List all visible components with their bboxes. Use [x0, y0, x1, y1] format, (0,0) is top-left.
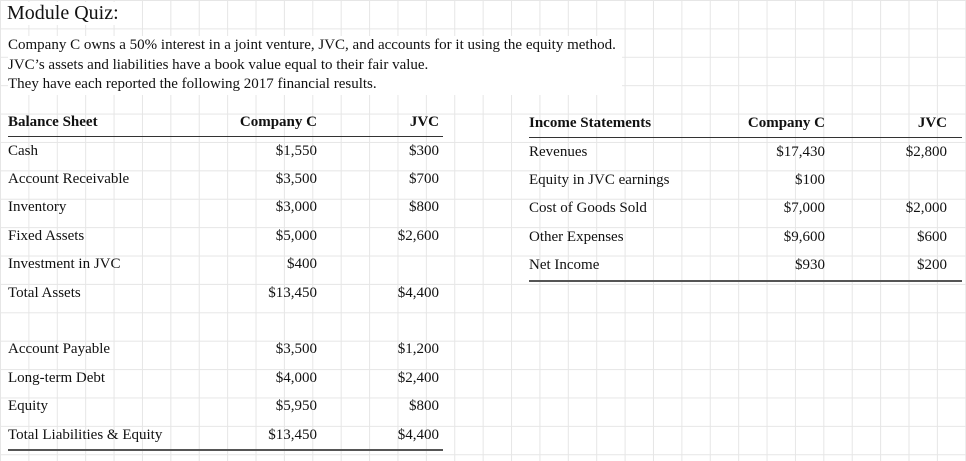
row-label: Net Income — [529, 252, 727, 281]
jvc-value: $4,400 — [397, 284, 439, 301]
column-header: JVC — [317, 109, 443, 137]
balance-sheet-table — [8, 109, 443, 451]
company-c-value: $17,430 — [776, 143, 825, 160]
jvc-value — [825, 166, 962, 194]
income-statements-table — [529, 110, 962, 282]
problem-statement — [8, 36, 622, 95]
jvc-value: $2,400 — [397, 369, 439, 386]
jvc-value: $4,400 — [317, 421, 443, 450]
jvc-value — [317, 251, 443, 279]
table-header-row — [529, 110, 962, 138]
jvc-value: $800 — [409, 398, 439, 415]
quiz-title: Module Quiz: — [7, 2, 123, 25]
company-c-value: $3,500 — [275, 171, 317, 188]
net-income-row — [529, 252, 962, 281]
total-liabilities-equity-row — [8, 421, 443, 450]
column-header: Company C — [220, 109, 317, 137]
jvc-value: $300 — [409, 142, 439, 159]
row-label: Equity — [8, 398, 48, 415]
intro-line: They have each reported the following 2017 financial results. — [8, 76, 377, 92]
row-label: Investment in JVC — [8, 256, 121, 273]
table-header-row — [8, 109, 443, 137]
table-row — [8, 364, 443, 392]
company-c-value: $9,600 — [783, 228, 825, 245]
table-row — [8, 194, 443, 222]
row-label: Cost of Goods Sold — [529, 200, 647, 217]
company-c-value: $7,000 — [783, 200, 825, 217]
company-c-value: $400 — [287, 256, 317, 273]
table-row — [8, 393, 443, 421]
row-label: Other Expenses — [529, 228, 624, 245]
company-c-value: $5,950 — [275, 398, 317, 415]
company-c-value: $5,000 — [275, 227, 317, 244]
table-row — [8, 336, 443, 364]
table-row — [8, 137, 443, 166]
column-header: Balance Sheet — [8, 109, 220, 137]
company-c-value: $3,000 — [275, 199, 317, 216]
table-row — [529, 138, 962, 167]
row-label: Long-term Debt — [8, 369, 106, 386]
row-label: Total Assets — [8, 284, 81, 301]
jvc-value: $2,800 — [905, 143, 947, 160]
row-label: Equity in JVC earnings — [529, 172, 670, 189]
jvc-value: $200 — [825, 252, 962, 281]
column-header: Income Statements — [529, 110, 727, 138]
row-label: Cash — [8, 142, 38, 159]
jvc-value: $600 — [917, 228, 947, 245]
table-row — [8, 251, 443, 279]
company-c-value: $930 — [727, 252, 825, 281]
column-header: JVC — [825, 110, 962, 138]
intro-line: Company C owns a 50% interest in a joint venture, JVC, and accounts for it using the equity method. — [8, 37, 616, 53]
table-row — [529, 223, 962, 251]
spacer-row — [8, 307, 443, 335]
company-c-value: $4,000 — [275, 369, 317, 386]
column-header: Company C — [727, 110, 825, 138]
company-c-value: $3,500 — [275, 341, 317, 358]
company-c-value: $1,550 — [275, 142, 317, 159]
row-label: Account Receivable — [8, 171, 130, 188]
company-c-value: $100 — [795, 172, 825, 189]
jvc-value: $2,600 — [397, 227, 439, 244]
jvc-value: $1,200 — [397, 341, 439, 358]
table-row — [8, 222, 443, 250]
company-c-value: $13,450 — [268, 284, 317, 301]
table-row — [529, 166, 962, 194]
row-label: Inventory — [8, 199, 67, 216]
row-label: Fixed Assets — [8, 227, 85, 244]
jvc-value: $700 — [409, 171, 439, 188]
table-row — [8, 165, 443, 193]
row-label: Total Liabilities & Equity — [8, 421, 220, 450]
company-c-value: $13,450 — [220, 421, 317, 450]
total-assets-row — [8, 279, 443, 307]
row-label: Account Payable — [8, 341, 111, 358]
jvc-value: $2,000 — [905, 200, 947, 217]
row-label: Revenues — [529, 143, 588, 160]
table-row — [529, 195, 962, 223]
intro-line: JVC’s assets and liabilities have a book value equal to their fair value. — [8, 56, 429, 73]
jvc-value: $800 — [409, 199, 439, 216]
